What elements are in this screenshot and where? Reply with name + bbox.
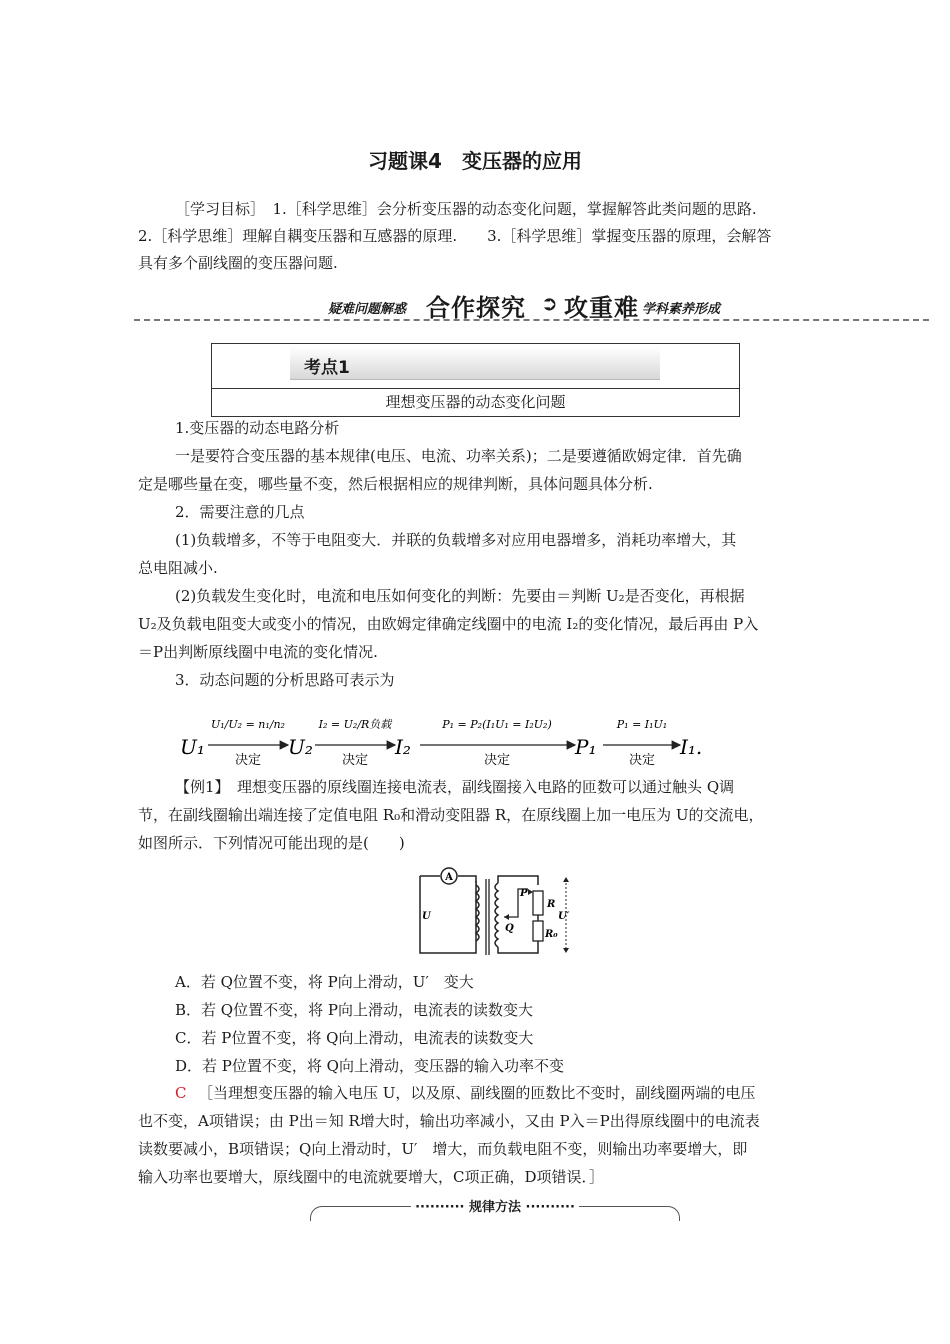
flow-node: I₁. [680,735,703,759]
resistor-label: R₀ [545,929,558,940]
option-b: B．若 Q位置不变，将 P向上滑动，电流表的读数变大 [175,1001,533,1019]
body-para: ＝P出判断原线圈中电流的变化情况. [138,643,378,661]
body-para: 一是要符合变压器的基本规律(电压、电流、功率关系)；二是要遵循欧姆定律．首先确 [175,447,742,465]
answer-line-4: 输入功率也要增大，原线圈中的电流就要增大，C项正确，D项错误．］ [138,1168,605,1186]
slider-p-label: P [520,888,528,899]
flow-node: U₂ [288,735,313,759]
method-label [310,1196,680,1215]
objectives-line-1: ［学习目标］ 1.［科学思维］会分析变压器的动态变化问题，掌握解答此类问题的思路. [175,200,757,218]
banner-main-1: 合作探究 [426,294,526,322]
body-para: 定是哪些量在变，哪些量不变，然后根据相应的规律判断，具体问题具体分析. [138,475,653,493]
answer-letter: C [175,1084,187,1102]
method-label-value: 规律方法 [468,1200,521,1215]
flow-relation: P₁ = I₁U₁ [616,718,668,731]
flow-decide-label: 决定 [483,753,511,768]
body-heading-1: 1.变压器的动态电路分析 [175,419,340,437]
banner-main-2: 攻重难 [564,294,639,322]
method-label-text: ·········· 规律方法 ·········· [411,1200,579,1215]
option-c: C．若 P位置不变，将 Q向上滑动，电流表的读数变大 [175,1029,534,1047]
input-voltage-label: U [422,911,431,922]
flow-diagram [170,692,730,772]
transformer-circuit-figure [408,863,586,959]
rheostat-r [533,891,543,915]
output-voltage-label: U′ [558,911,570,922]
answer-line-2: 也不变，A项错误；由 P出＝知 R增大时，输出功率减小，又由 P入＝P出得原线圈中的电流表 [138,1112,760,1130]
flow-node: P₁ [575,735,597,759]
banner-left-text: 疑难问题解惑 [328,302,407,317]
ammeter-label: A [445,872,453,883]
example-line-1: 【例1】 理想变压器的原线圈连接电流表，副线圈接入电路的匝数可以通过触头 Q调 [175,778,735,796]
body-heading-2: 2．需要注意的几点 [175,503,305,521]
option-a: A．若 Q位置不变，将 P向上滑动，U′ 变大 [175,973,474,991]
banner-divider [134,319,929,321]
example-line-3: 如图所示．下列情况可能出现的是( ) [138,834,405,852]
example-line-2: 节，在副线圈输出端连接了定值电阻 R₀和滑动变阻器 R，在原线圈上加一电压为 U的交流电， [138,806,764,824]
answer-line-3: 读数要减小，B项错误；Q向上滑动时，U′ 增大，而负载电阻不变，则输出功率要增大，即 [138,1140,748,1158]
flow-relation: I₂ = U₂/R负载 [318,718,392,731]
body-para: U₂及负载电阻变大或变小的情况，由欧姆定律确定线圈中的电流 I₂的变化情况，最后再由 P入 [138,615,759,633]
flow-node: I₂ [395,735,411,759]
flow-relation: U₁/U₂ = n₁/n₂ [211,718,285,731]
topic-divider [212,388,739,389]
topic-tag [290,347,660,380]
flow-node: U₁ [180,735,205,759]
body-heading-3: 3．动态问题的分析思路可表示为 [175,671,395,689]
body-para: (1)负载增多，不等于电阻变大．并联的负载增多对应用电器增多，消耗功率增大，其 [175,531,737,549]
flow-relation: P₁ = P₂(I₁U₁ = I₂U₂) [442,718,552,731]
page-title: 习题课4 变压器的应用 [368,149,582,173]
topic-box [211,343,740,417]
tap-q-label: Q [505,923,514,934]
flow-decide-label: 决定 [234,753,262,768]
body-para: 总电阻减小. [138,559,218,577]
banner-right-text: 学科素养形成 [642,302,721,317]
answer-line-1: ［当理想变压器的输入电压 U，以及原、副线圈的匝数比不变时，副线圈两端的电压 [198,1084,756,1102]
secondary-coil [495,883,498,947]
resistor-r0 [533,921,543,941]
flow-decide-label: 决定 [628,753,656,768]
body-para: (2)负载发生变化时，电流和电压如何变化的判断：先要由＝判断 U₂是否变化，再根据 [175,587,745,605]
rheostat-label: R [547,899,556,910]
objectives-line-3: 具有多个副线圈的变压器问题. [138,254,338,272]
method-section-header [310,1196,680,1220]
topic-tag-label: 考点1 [304,358,350,378]
option-d: D．若 P位置不变，将 Q向上滑动，变压器的输入功率不变 [175,1057,564,1075]
objectives-line-2: 2.［科学思维］理解自耦变压器和互感器的原理. 3.［科学思维］掌握变压器的原理，会解答 [138,227,772,245]
banner-arrow-icon: ➲ [541,291,559,315]
flow-decide-label: 决定 [341,753,369,768]
topic-subtitle: 理想变压器的动态变化问题 [385,393,566,411]
section-banner [134,286,929,326]
